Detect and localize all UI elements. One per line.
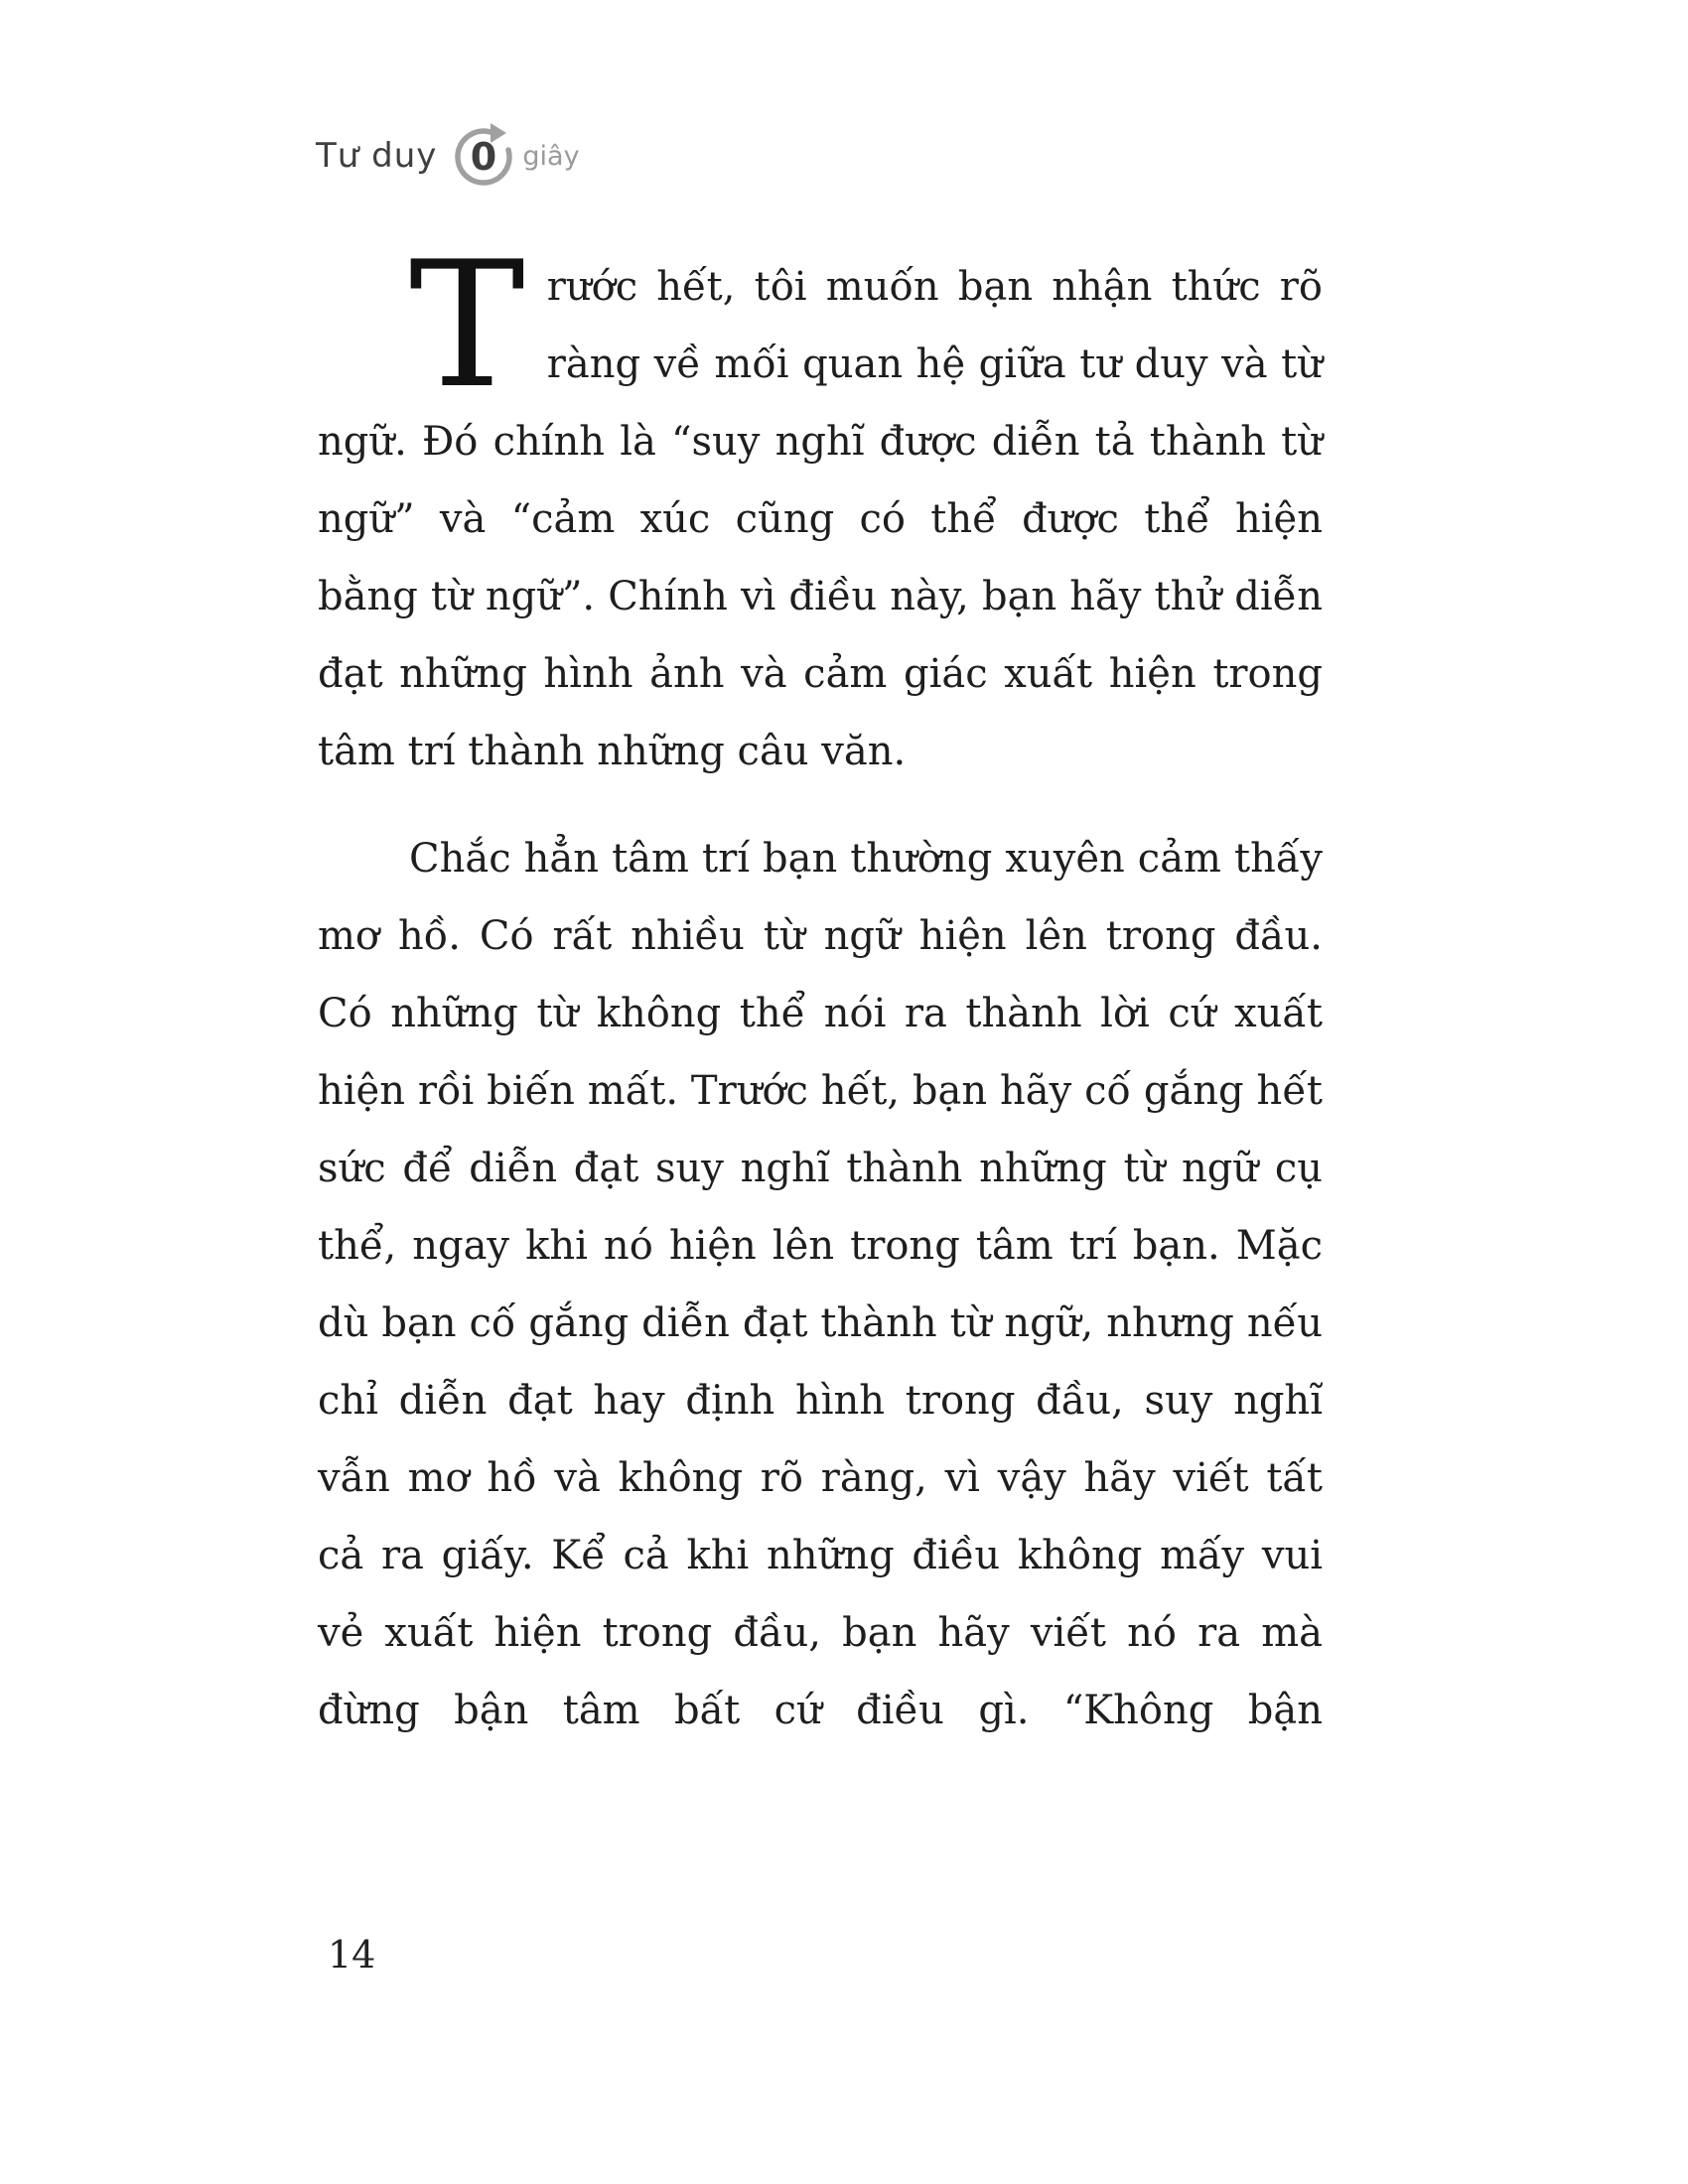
rotate-arrow-icon [449, 121, 518, 191]
paragraph [318, 225, 1323, 790]
page-header [316, 117, 580, 195]
paragraph-text: Chắc hẳn tâm trí bạn thường xuyên cảm thấy mơ hồ. Có rất nhiều từ ngữ hiện lên trong đầu. Có những từ không thể nói ra thành lời cứ xuất hiện rồi biến mất. Trước hết, bạn hãy cố gắng hết sức để diễn đạt suy nghĩ thành những từ ngữ cụ thể, ngay khi nó hiện lên trong tâm trí bạn. Mặc dù bạn cố gắng diễn đạt thành từ ngữ, nhưng nếu chỉ diễn đạt hay định hình trong đầu, suy nghĩ vẫn mơ hồ và không rõ ràng, vì vậy hãy viết tất cả ra giấy. Kể cả khi những điều không mấy vui vẻ xuất hiện trong đầu, bạn hãy viết nó ra mà đừng bận tâm bất cứ điều gì. “Không bận [318, 836, 1323, 1733]
body-text [318, 225, 1323, 1749]
dropcap-letter: T [409, 225, 525, 427]
paragraph-text: rước hết, tôi muốn bạn nhận thức rõ ràng về mối quan hệ giữa tư duy và từ ngữ. Đó chính là “suy nghĩ được diễn tả thành từ ngữ” và “cảm xúc cũng có thể được thể hiện bằng từ ngữ”. Chính vì điều này, bạn hãy thử diễn đạt những hình ảnh và cảm giác xuất hiện trong tâm trí thành những câu văn. [318, 264, 1323, 774]
paragraph [318, 820, 1323, 1749]
logo-number-text: 0 [471, 135, 497, 179]
page-number: 14 [328, 1933, 376, 1977]
brand-suffix-text: giây [522, 140, 580, 172]
brand-prefix-text: Tư duy [316, 136, 438, 176]
